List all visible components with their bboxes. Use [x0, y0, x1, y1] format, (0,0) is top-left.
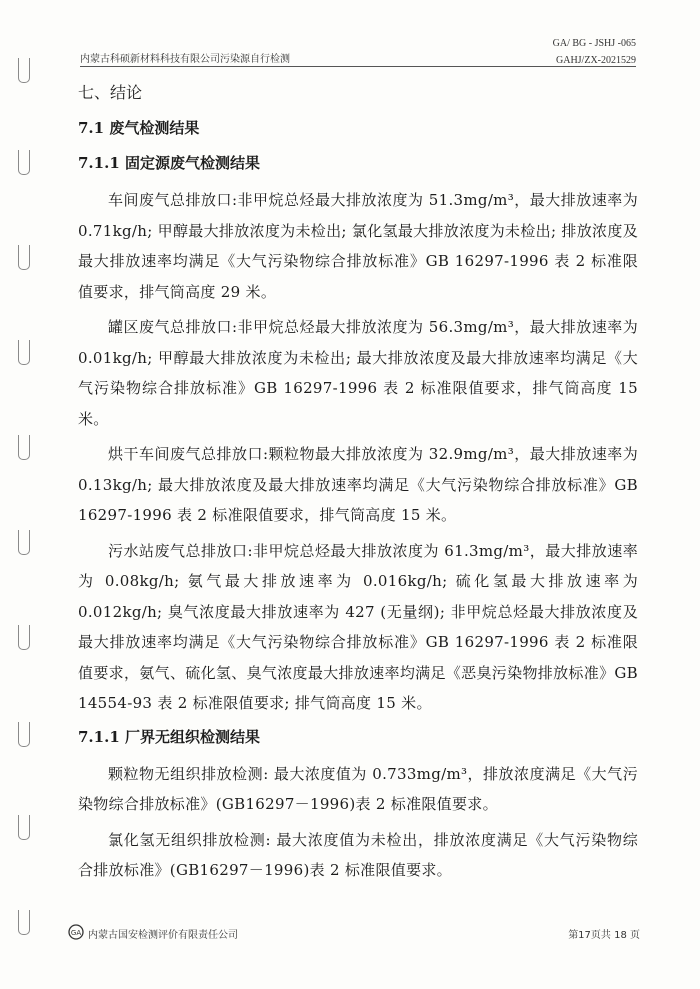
header-doc-code-2: GAHJ/ZX-2021529 [556, 55, 636, 66]
paragraph: 污水站废气总排放口:非甲烷总烃最大排放浓度为 61.3mg/m³，最大排放速率为 0.08kg/h; 氨气最大排放速率为 0.016kg/h; 硫化氢最大排放速率为 0.012kg/h; 臭气浓度最大排放速率为 427 (无量纲); 非甲烷总烃最大排放浓度及最大排放速率均满足《大气污染物综合排放标准》GB 16297-1996 表 2 标准限值要求，氨气、硫化氢、臭气浓度最大排放速率均满足《恶臭污染物排放标准》GB 14554-93 表 2 标准限值要求; 排气筒高度 15 米。 [78, 541, 638, 712]
subsubsection-title-1: 7.1.1 固定源废气检测结果 [78, 154, 260, 172]
binder-mark [18, 58, 30, 83]
header-doc-codes [553, 35, 636, 69]
page-number: 第17页共 18 页 [568, 930, 640, 941]
binder-mark [18, 815, 30, 840]
company-logo-icon [68, 924, 84, 940]
footer-company: 内蒙古国安检测评价有限责任公司 [88, 930, 238, 941]
document-body [78, 80, 638, 891]
binder-hole-marks [18, 0, 38, 989]
header-company: 内蒙古科硕新材料科技有限公司污染源自行检测 [80, 54, 290, 65]
page-footer [68, 922, 640, 946]
svg-text:GA: GA [70, 929, 82, 937]
page-header [80, 30, 636, 68]
binder-mark [18, 245, 30, 270]
paragraph: 颗粒物无组织排放检测: 最大浓度值为 0.733mg/m³，排放浓度满足《大气污染物综合排放标准》(GB16297－1996)表 2 标准限值要求。 [78, 764, 638, 813]
paragraph: 罐区废气总排放口:非甲烷总烃最大排放浓度为 56.3mg/m³，最大排放速率为 0.01kg/h; 甲醇最大排放浓度为未检出; 最大排放浓度及最大排放速率均满足《大气污染物综合排放标准》GB 16297-1996 表 2 标准限值要求，排气筒高度 15 米。 [78, 318, 638, 428]
header-divider [80, 66, 636, 67]
binder-mark [18, 150, 30, 175]
binder-mark [18, 625, 30, 650]
paragraph: 烘干车间废气总排放口:颗粒物最大排放浓度为 32.9mg/m³，最大排放速率为 0.13kg/h; 最大排放浓度及最大排放速率均满足《大气污染物综合排放标准》GB 16297-1996 表 2 标准限值要求，排气筒高度 15 米。 [78, 445, 638, 524]
binder-mark [18, 340, 30, 365]
header-doc-code-1: GA/ BG - JSHJ -065 [552, 38, 636, 49]
binder-mark [18, 722, 30, 747]
paragraph: 车间废气总排放口:非甲烷总烃最大排放浓度为 51.3mg/m³，最大排放速率为 0.71kg/h; 甲醇最大排放浓度为未检出; 氯化氢最大排放浓度为未检出; 排放浓度及最大排放速率均满足《大气污染物综合排放标准》GB 16297-1996 表 2 标准限值要求，排气筒高度 29 米。 [78, 191, 638, 301]
subsection-title: 7.1 废气检测结果 [78, 119, 200, 137]
section-title: 七、结论 [78, 83, 143, 102]
binder-mark [18, 910, 30, 935]
paragraph: 氯化氢无组织排放检测: 最大浓度值为未检出，排放浓度满足《大气污染物综合排放标准》(GB16297－1996)表 2 标准限值要求。 [78, 830, 638, 879]
binder-mark [18, 435, 30, 460]
binder-mark [18, 530, 30, 555]
subsubsection-title-2: 7.1.1 厂界无组织检测结果 [78, 727, 260, 746]
